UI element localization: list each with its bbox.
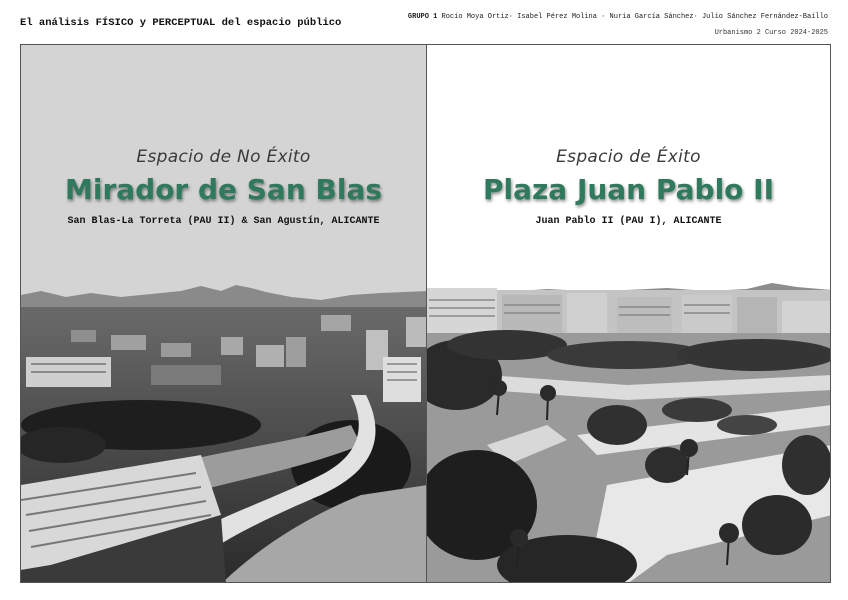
right-kicker: Espacio de Éxito: [556, 147, 701, 167]
right-location: Juan Pablo II (PAU I), ALICANTE: [535, 216, 722, 227]
left-aerial-photo: [21, 45, 427, 583]
right-aerial-photo: [427, 45, 831, 583]
authors-names: Rocío Moya Ortiz· Isabel Pérez Molina · Nuria García Sánchez· Julio Sánchez Fernández-Baíllo: [441, 13, 828, 21]
left-title: Mirador de San Blas: [64, 173, 383, 206]
left-kicker: Espacio de No Éxito: [136, 147, 311, 167]
document-title: El análisis FÍSICO y PERCEPTUAL del espacio público: [20, 17, 342, 29]
right-title: Plaza Juan Pablo II: [482, 173, 774, 206]
authors-line: [408, 13, 828, 21]
course-label: Urbanismo 2 Curso 2024-2025: [714, 29, 828, 37]
left-panel: [20, 44, 427, 583]
group-label: GRUPO 1: [407, 13, 438, 21]
right-panel: [426, 44, 831, 583]
left-location: San Blas-La Torreta (PAU II) & San Agustín, ALICANTE: [67, 216, 380, 227]
